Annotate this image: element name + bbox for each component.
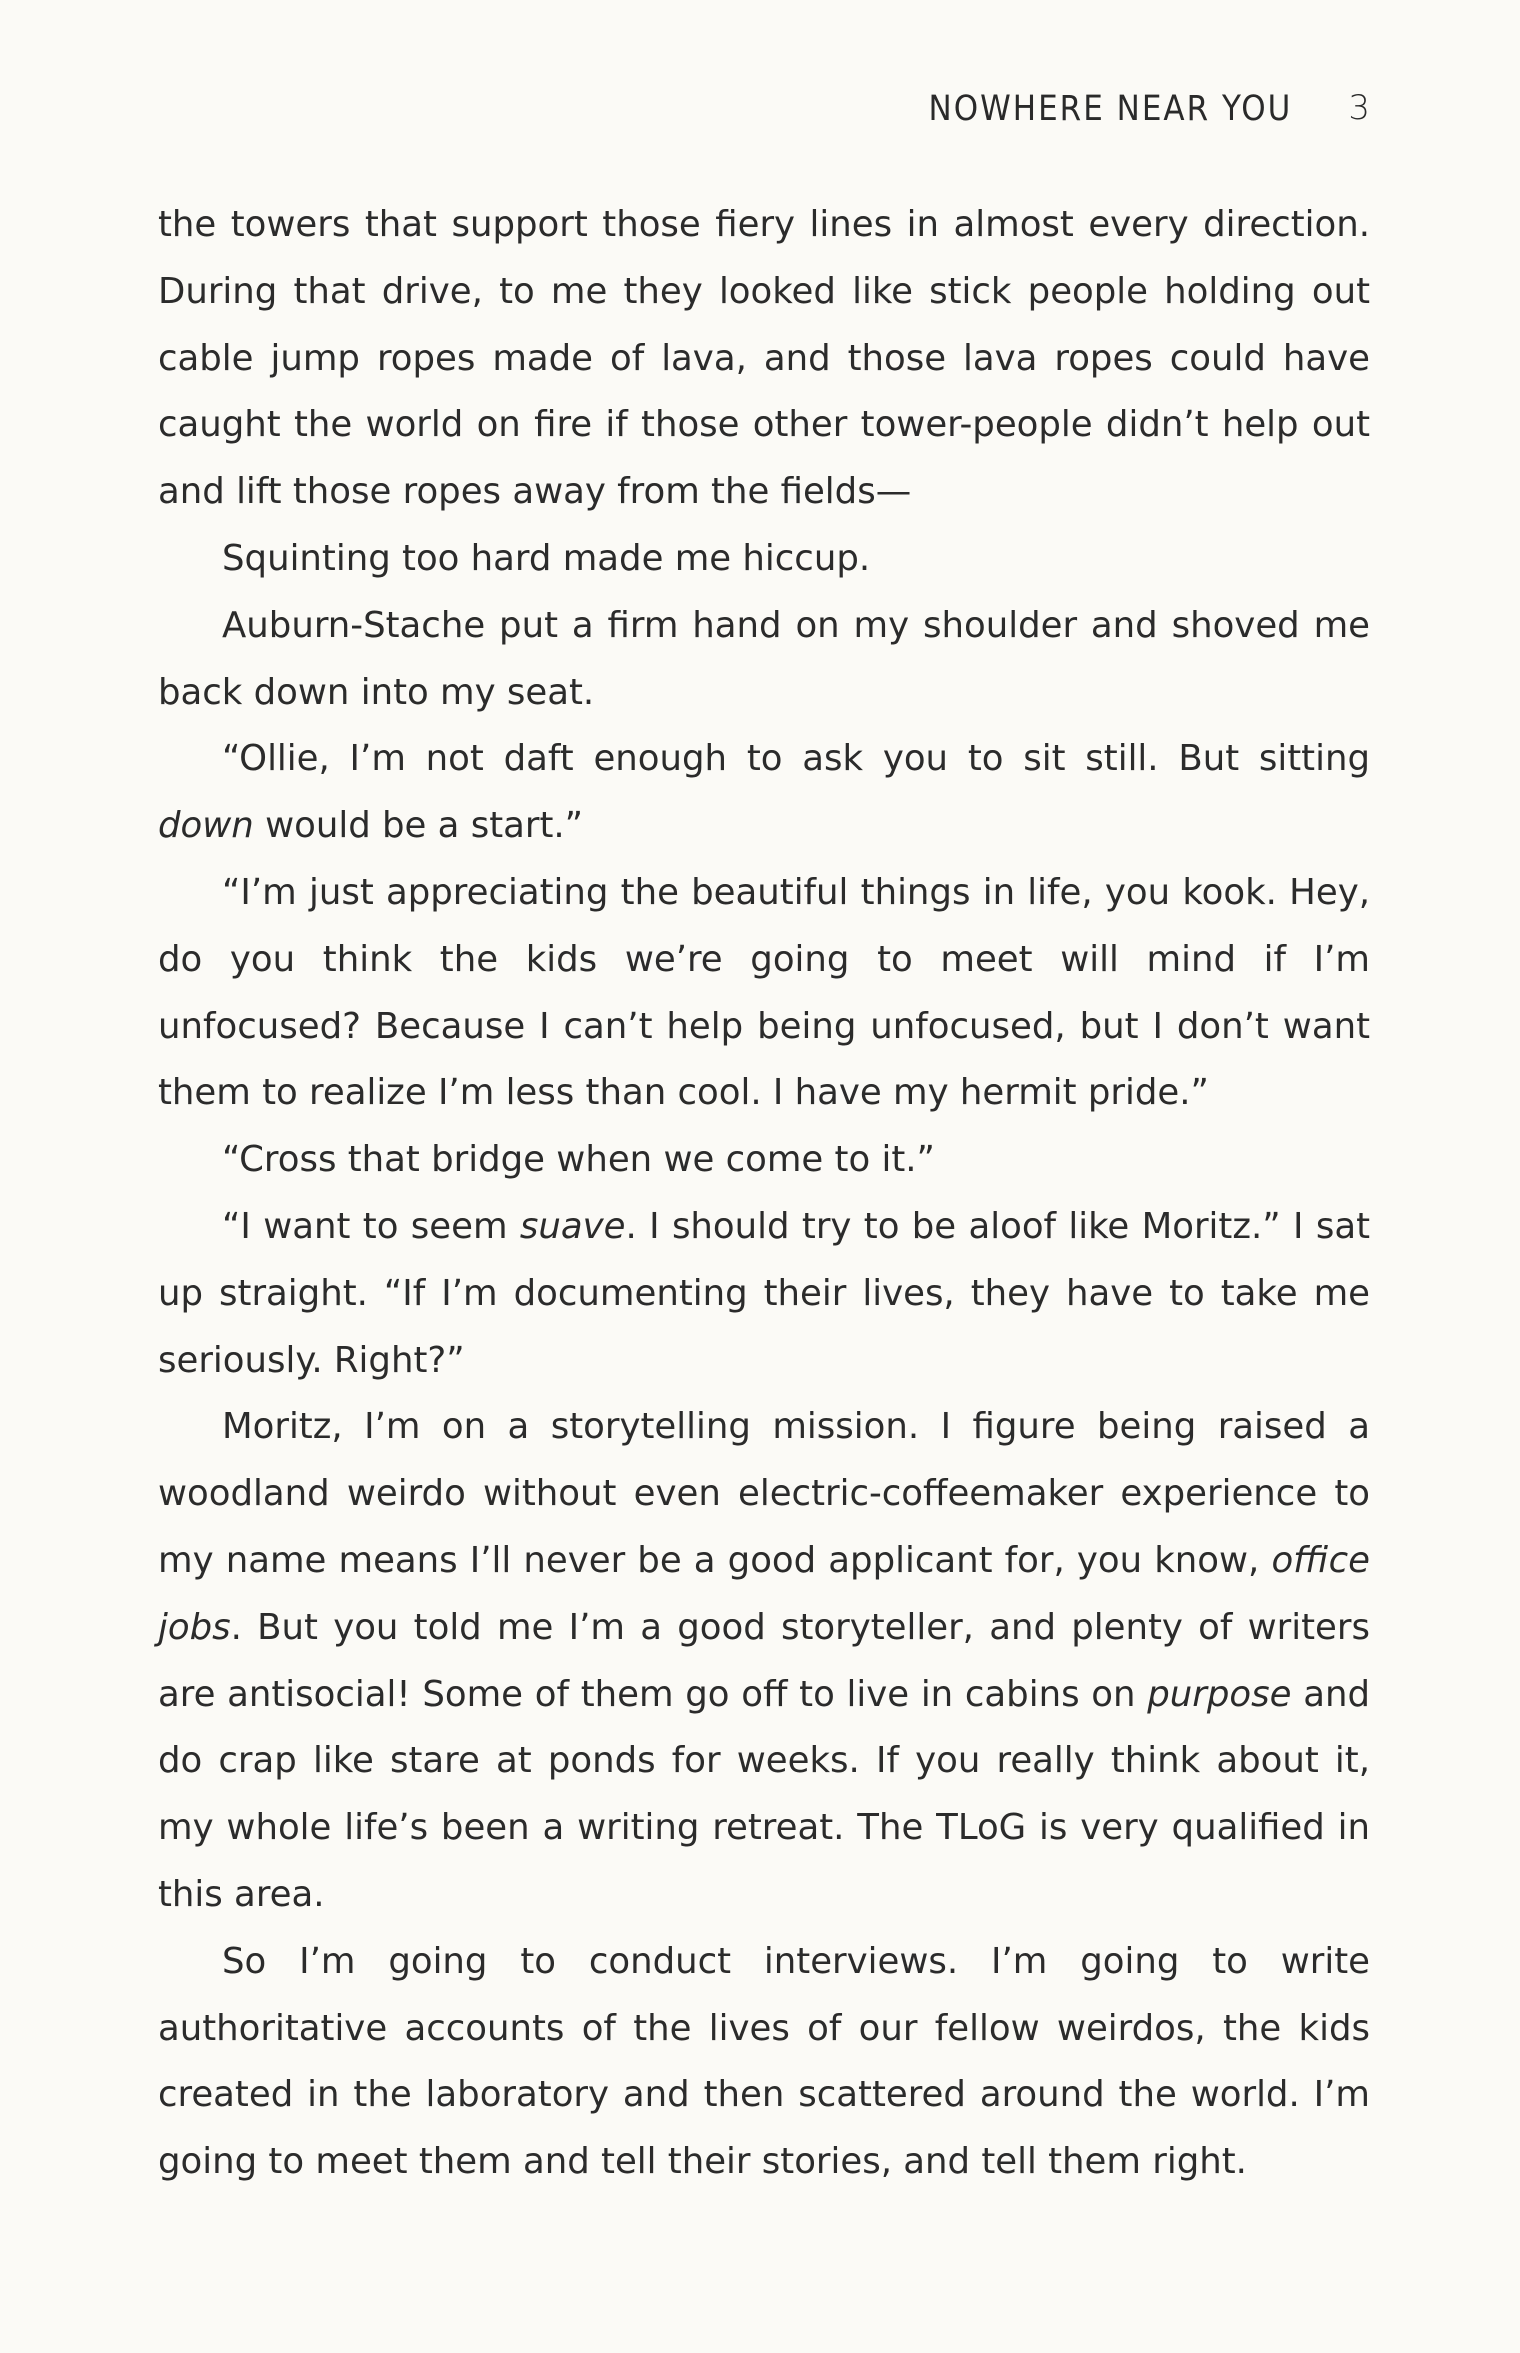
- paragraph: [158, 526, 1370, 593]
- text-run: . But you told me I’m a good storyteller, and plenty of writers are antisocial! Some of them go off to live in cabins on: [158, 1606, 1370, 1715]
- italic-text: office jobs: [158, 1539, 1370, 1648]
- text-run: and do crap like stare at ponds for weeks. If you really think about it, my whole life’s been a writing retreat. The TLoG is very qualified in this area.: [158, 1673, 1371, 1915]
- text-run: Moritz, I’m on a storytelling mission. I figure being raised a woodland weirdo without even electric-coffeemaker experience to my name means I’ll never be a good applicant for, you know,: [158, 1406, 1370, 1581]
- paragraph: [158, 1127, 1370, 1194]
- text-run: Squinting too hard made me hiccup.: [222, 537, 871, 579]
- body-text: [158, 192, 1370, 2196]
- text-run: Auburn-Stache put a firm hand on my shoulder and shoved me back down into my seat.: [158, 604, 1370, 713]
- paragraph: [158, 726, 1370, 860]
- text-run: “I’m just appreciating the beautiful things in life, you kook. Hey, do you think the kids we’re going to meet will mind if I’m unfocused? Because I can’t help being unfocused, but I don’t want them to realize I’m less than cool. I have my hermit pride.”: [158, 871, 1370, 1114]
- italic-text: purpose: [1147, 1673, 1292, 1715]
- text-run: the towers that support those fiery lines in almost every direction. During that drive, to me they looked like stick people holding out cable jump ropes made of lava, and those lava ropes could have caught the world on fire if those other tower-people didn’t help out and lift those ropes away from the fields—: [158, 204, 1370, 513]
- text-run: . I should try to be aloof like Moritz.” I sat up straight. “If I’m documenting their lives, they have to take me seriously. Right?”: [158, 1205, 1370, 1381]
- paragraph: [158, 1194, 1370, 1394]
- paragraph: [158, 593, 1370, 727]
- running-title: NOWHERE NEAR YOU: [928, 88, 1293, 130]
- page-number: 3: [1348, 88, 1370, 128]
- text-run: “Cross that bridge when we come to it.”: [222, 1139, 935, 1181]
- paragraph: [158, 860, 1370, 1127]
- text-run: “Ollie, I’m not daft enough to ask you to sit still. But sitting: [222, 738, 1370, 780]
- text-run: “I want to seem: [222, 1205, 520, 1247]
- running-header: [929, 88, 1370, 128]
- paragraph: [158, 1929, 1370, 2196]
- italic-text: down: [158, 805, 254, 847]
- text-run: would be a start.”: [253, 805, 584, 847]
- italic-text: suave: [519, 1205, 626, 1247]
- paragraph: [158, 1394, 1370, 1928]
- paragraph: [158, 192, 1370, 526]
- text-run: So I’m going to conduct interviews. I’m going to write authoritative accounts of the lives of our fellow weirdos, the kids created in the laboratory and then scattered around the world. I’m going to meet them and tell their stories, and tell them right.: [158, 1940, 1370, 2183]
